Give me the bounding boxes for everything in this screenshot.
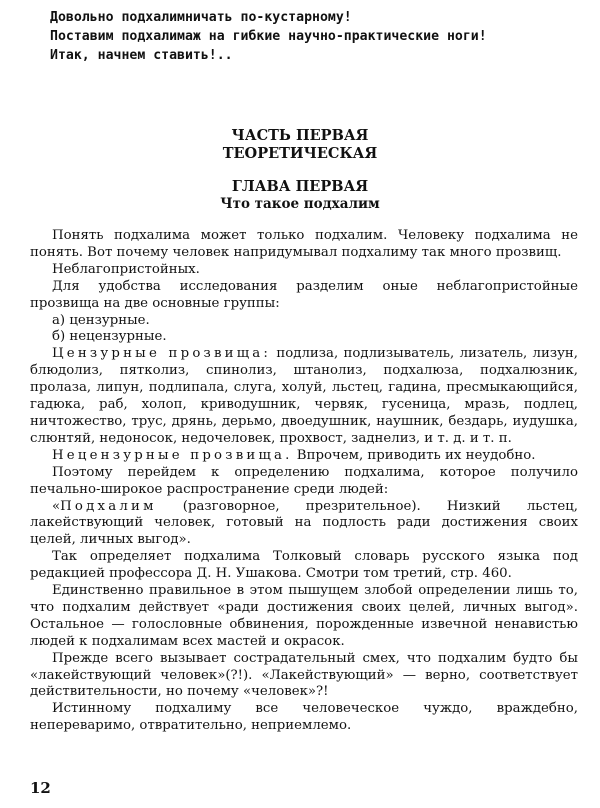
- part-title: ЧАСТЬ ПЕРВАЯ: [231, 127, 369, 144]
- paragraph: Прежде всего вызывает сострадательный смех, что подхалим будто бы «лакействующий человек»(?!). «Лакействующий» — верно, соответствует действительности, но почему «человек»?!: [30, 650, 578, 700]
- chapter-subtitle: Что такое подхалим: [220, 196, 380, 212]
- paragraph-text: Впрочем, приводить их неудобно.: [292, 447, 536, 463]
- paragraph: Так определяет подхалима Толковый словарь русского языка под редакцией профессора Д. Н. Ушакова. Смотри том третий, стр. 460.: [30, 549, 578, 582]
- paragraph: [30, 499, 578, 550]
- epigraph-block: [50, 8, 570, 65]
- paragraph: Неблагопристойных.: [52, 261, 200, 277]
- paragraph-text: (разговорное, презрительное). Низкий льстец, лакействующий человек, готовый на подлость ради достижения своих целей, личных выгод».: [30, 498, 578, 548]
- epigraph-line: Поставим подхалимаж на гибкие научно-практические ноги!: [50, 29, 487, 44]
- chapter-body: [30, 228, 578, 735]
- epigraph-line: Довольно подхалимничать по-кустарному!: [50, 10, 352, 25]
- spaced-term: Цензурные прозвища:: [52, 346, 272, 362]
- part-subtitle: ТЕОРЕТИЧЕСКАЯ: [222, 145, 378, 162]
- list-item: б) нецензурные.: [52, 329, 167, 345]
- epigraph-line: Итак, начнем ставить!..: [50, 48, 233, 63]
- paragraph: Для удобства исследования разделим оные неблагопристойные прозвища на две основные группы:: [30, 278, 578, 311]
- paragraph: [30, 346, 578, 447]
- paragraph: Единственно правильное в этом пышущем злобой определении лишь то, что подхалим действует «ради достижения своих целей, личных выгод». Остальное — голословные обвинения, порожденные извечной ненавистью людей к подхалимам всех мастей и окрасок.: [30, 583, 578, 649]
- paragraph: [30, 448, 578, 465]
- spaced-term: Нецензурные прозвища.: [52, 447, 293, 463]
- paragraph: Поэтому перейдем к определению подхалима, которое получило печально-широкое распространение среди людей:: [30, 464, 578, 497]
- quote-mark: «: [52, 498, 61, 514]
- paragraph: Истинному подхалиму все человеческое чуждо, враждебно, непереваримо, отвратительно, неприемлемо.: [30, 701, 578, 734]
- chapter-title: ГЛАВА ПЕРВАЯ: [231, 178, 369, 195]
- paragraph-text: подлиза, подлизыватель, лизатель, лизун, блюдолиз, пятколиз, спинолиз, штанолиз, подхалюза, подхалюзник, пролаза, липун, подлипала, слуга, холуй, льстец, гадина, пресмыкающийся, гадюка, раб, холоп, криводушник, червяк, гусеница, мразь, подлец, ничтожество, трус, дрянь, дерьмо, двоедушник, наушник, бездарь, иудушка, слюнтяй, недоносок, недочеловек, прохвост, заднелиз, и т. д. и т. п.: [30, 346, 579, 446]
- spaced-term: Подхалим: [60, 498, 157, 514]
- page-number: 12: [30, 779, 51, 797]
- list-item: а) цензурные.: [52, 312, 150, 328]
- paragraph: Понять подхалима может только подхалим. Человеку подхалима не понять. Вот почему человек напридумывал подхалиму так много прозвищ.: [30, 228, 578, 260]
